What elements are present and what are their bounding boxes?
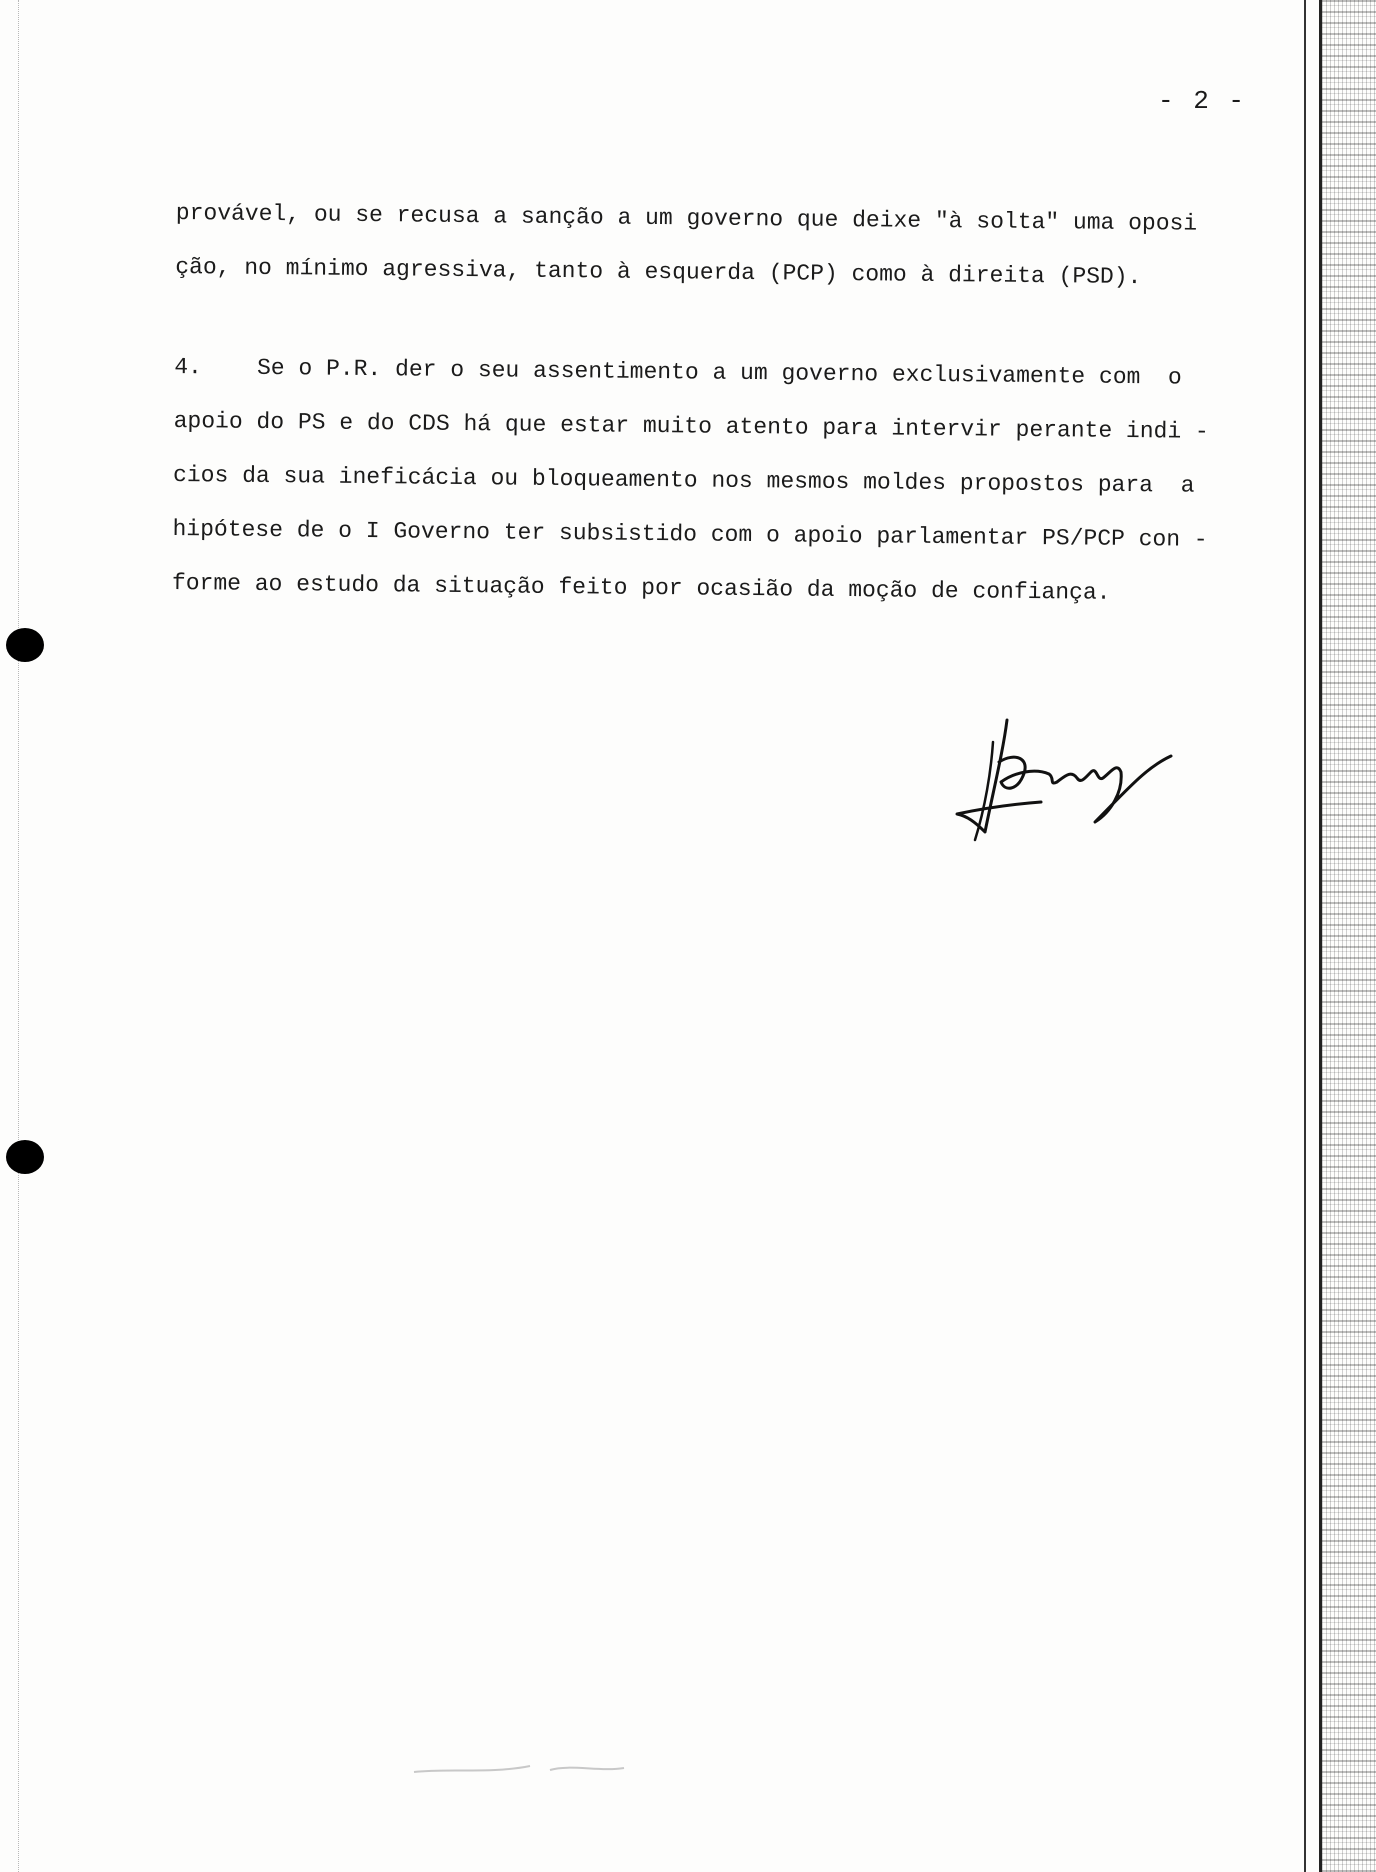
text-line: cios da sua ineficácia ou bloqueamento nos mesmos moldes propostos para a [172,461,1195,499]
page-left-edge [18,0,27,1872]
punch-hole-bottom [6,1140,44,1174]
page-number: - 2 - [1158,86,1247,116]
document-body [172,200,1266,635]
text-line: hipótese de o I Governo ter subsistido com o apoio parlamentar PS/PCP con - [172,515,1208,553]
page-right-rule [1304,0,1306,1872]
text-line: forme ao estudo da situação feito por ocasião da moção de confiança. [171,569,1111,606]
text-line: ção, no mínimo agressiva, tanto à esquerda (PCP) como à direita (PSD). [175,253,1142,291]
scanned-binding-edge [1319,0,1376,1872]
faint-smudge-mark [410,1752,630,1782]
text-line: provável, ou se recusa a sanção a um governo que deixe "à solta" uma oposi [175,200,1198,237]
text-line: 4. Se o P.R. der o seu assentimento a um governo exclusivamente com o [174,353,1182,391]
punch-hole-top [6,628,44,662]
text-line: apoio do PS e do CDS há que estar muito atento para intervir perante indi - [173,407,1209,445]
handwritten-signature [945,712,1175,852]
